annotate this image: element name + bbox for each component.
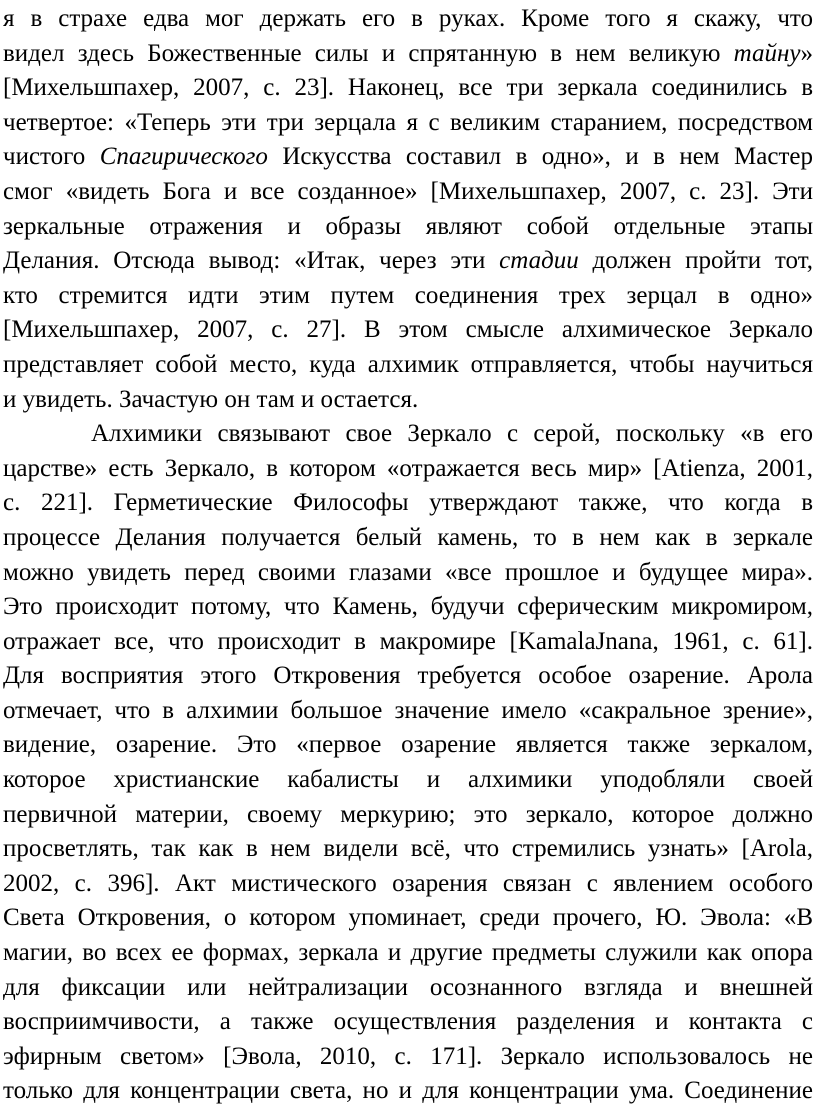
text-line: 2002, с. 396]. Акт мистического озарения связан с явлением особого [3, 869, 813, 897]
text-line: видел здесь Божественные силы и спрятанную в нем великую тайну» [3, 39, 813, 67]
text-line: просветлять, так как в нем видели всё, что стремились узнать» [Arola, [3, 835, 813, 863]
text-line: представляет собой место, куда алхимик отправляется, чтобы научиться [3, 350, 813, 378]
text-line: Света Откровения, о котором упоминает, среди прочего, Ю. Эвола: «В [3, 904, 813, 932]
text-line: только для концентрации света, но и для концентрации ума. Соединение [3, 1077, 813, 1105]
text-line: смог «видеть Бога и все созданное» [Михельшпахер, 2007, с. 23]. Эти [3, 177, 813, 205]
text-line: Для восприятия этого Откровения требуется особое озарение. Арола [3, 662, 813, 690]
italic-term: Спагирического [99, 143, 268, 171]
text-line-indented: Алхимики связывают свое Зеркало с серой, поскольку «в его [91, 420, 813, 448]
text-line: видение, озарение. Это «первое озарение является также зеркалом, [3, 731, 813, 759]
text-line: отражает все, что происходит в макромире [KamalaJnana, 1961, с. 61]. [3, 627, 813, 655]
text-line: чистого Спагирического Искусства составил в одно», и в нем Мастер [3, 143, 813, 171]
text-line: Это происходит потому, что Камень, будучи сферическим микромиром, [3, 593, 813, 621]
text-line: я в страхе едва мог держать его в руках. Кроме того я скажу, что [3, 5, 813, 32]
text-line: можно увидеть перед своими глазами «все прошлое и будущее мира». [3, 558, 813, 586]
text-line: [Михельшпахер, 2007, с. 27]. В этом смысле алхимическое Зеркало [3, 316, 813, 344]
text-line: эфирным светом» [Эвола, 2010, с. 171]. Зеркало использовалось не [3, 1042, 813, 1070]
text-line: царстве» есть Зеркало, в котором «отражается весь мир» [Atienza, 2001, [3, 454, 813, 482]
text-line: восприимчивости, а также осуществления разделения и контакта с [3, 1008, 813, 1036]
text-line: четвертое: «Теперь эти три зерцала я с великим старанием, посредством [3, 108, 813, 136]
text-line: кто стремится идти этим путем соединения трех зерцал в одно» [3, 281, 813, 309]
text-line: и увидеть. Зачастую он там и остается. [3, 385, 419, 413]
text-line: магии, во всех ее формах, зеркала и другие предметы служили как опора [3, 939, 813, 967]
text-line: Делания. Отсюда вывод: «Итак, через эти стадии должен пройти тот, [3, 247, 813, 275]
text-line: процессе Делания получается белый камень, то в нем как в зеркале [3, 523, 813, 551]
italic-term: тайну [733, 39, 801, 67]
text-line: зеркальные отражения и образы являют собой отдельные этапы [3, 212, 813, 240]
text-line: которое христианские кабалисты и алхимики уподобляли своей [3, 766, 813, 794]
italic-term: стадии [499, 247, 579, 275]
text-line: [Михельшпахер, 2007, с. 23]. Наконец, все три зеркала соединились в [3, 74, 813, 102]
text-line: первичной материи, своему меркурию; это зеркало, которое должно [3, 800, 813, 828]
text-line: отмечает, что в алхимии большое значение имело «сакральное зрение», [3, 696, 813, 724]
text-line: для фиксации или нейтрализации осознанного взгляда и внешней [3, 973, 813, 1001]
text-line: с. 221]. Герметические Философы утверждают также, что когда в [3, 489, 813, 517]
